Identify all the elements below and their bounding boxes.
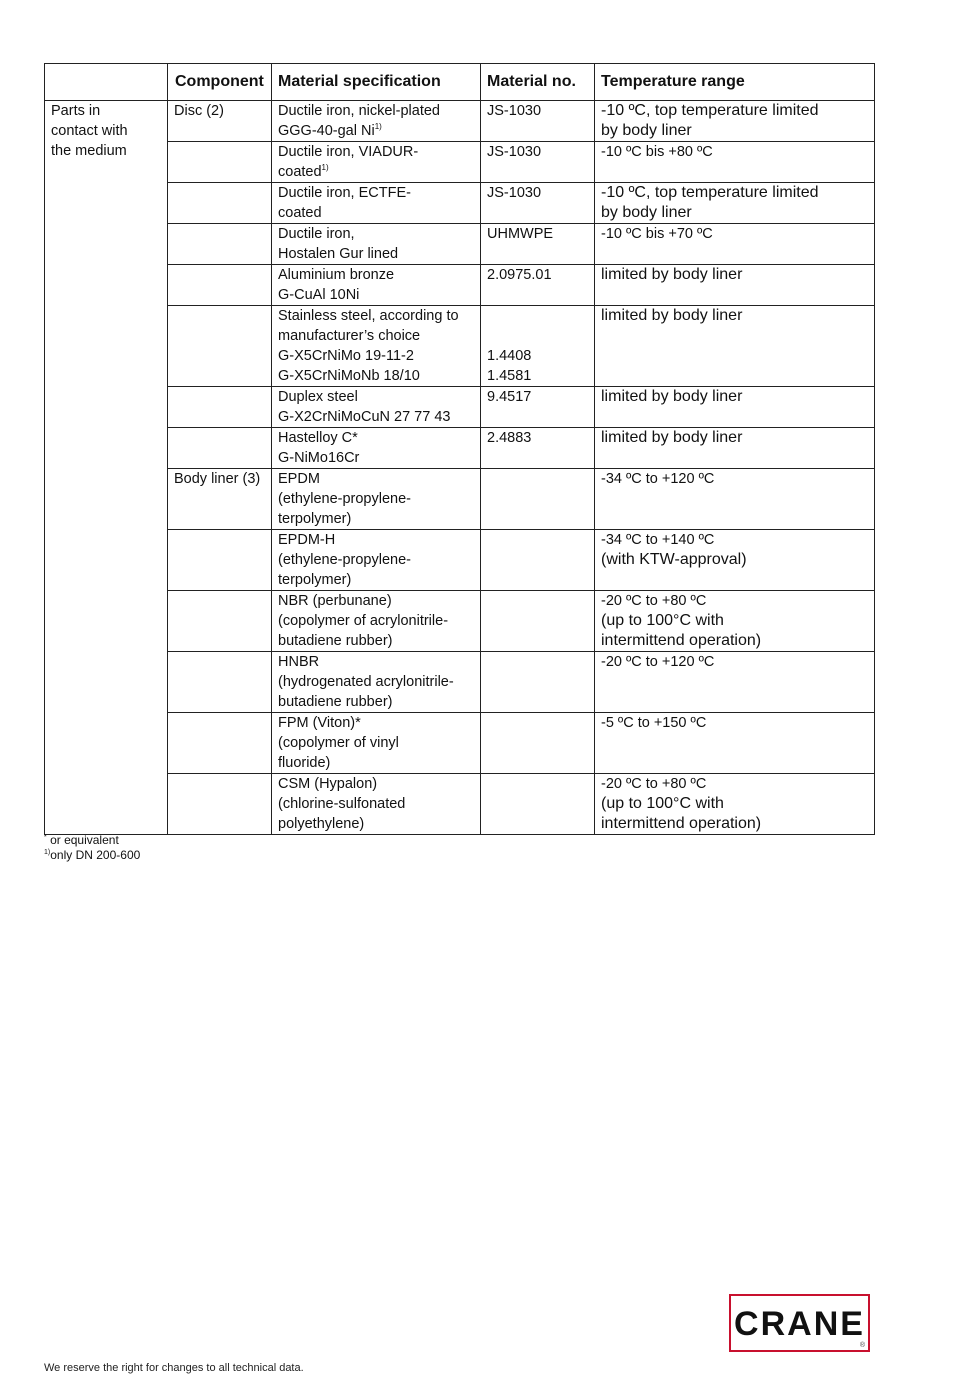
temperature-cell	[595, 774, 875, 835]
cell-line: by body liner	[601, 122, 692, 139]
cell-line: coated	[278, 205, 322, 221]
cell-line: FPM (Viton)*	[278, 715, 361, 731]
cell-line: fluoride)	[278, 755, 331, 771]
table-row	[45, 428, 875, 469]
table-row	[45, 591, 875, 652]
cell-line: (copolymer of vinyl	[278, 735, 399, 751]
cell-line: Hastelloy C*	[278, 430, 358, 446]
cell-line: NBR (perbunane)	[278, 593, 392, 609]
material-no-cell	[481, 101, 595, 142]
cell-line: Ductile iron, VIADUR-	[278, 144, 419, 160]
cell-line: -20 ºC to +120 ºC	[601, 654, 715, 670]
cell-line: JS-1030	[487, 185, 542, 201]
footnote-star-text: or equivalent	[46, 833, 119, 847]
header-material-no: Material no.	[481, 64, 595, 101]
table-row	[45, 306, 875, 387]
cell-line: -34 ºC to +120 ºC	[601, 471, 715, 487]
cell-line: -10 ºC bis +80 ºC	[601, 144, 713, 160]
table-row	[45, 713, 875, 774]
cell-line: (chlorine-sulfonated	[278, 796, 406, 812]
material-spec-cell	[272, 652, 481, 713]
temperature-cell	[595, 224, 875, 265]
material-no-cell	[481, 591, 595, 652]
material-no-cell	[481, 530, 595, 591]
material-spec-cell	[272, 387, 481, 428]
table-row	[45, 101, 875, 142]
footnote-one-text: only DN 200-600	[50, 848, 141, 862]
component-empty	[168, 142, 272, 183]
group-label-line: Parts in	[51, 103, 101, 119]
cell-line: -10 ºC bis +70 ºC	[601, 226, 713, 242]
temperature-cell	[595, 183, 875, 224]
header-empty	[45, 64, 168, 101]
material-no-cell	[481, 224, 595, 265]
component-empty	[168, 530, 272, 591]
table-row	[45, 142, 875, 183]
cell-line: -20 ºC to +80 ºC	[601, 593, 707, 609]
crane-logo	[729, 1294, 870, 1352]
table-row	[45, 652, 875, 713]
material-spec-cell	[272, 265, 481, 306]
cell-line: 1.4408	[487, 348, 532, 364]
cell-line: JS-1030	[487, 144, 542, 160]
table-row	[45, 469, 875, 530]
component-empty	[168, 224, 272, 265]
material-spec-cell	[272, 142, 481, 183]
cell-line: terpolymer)	[278, 572, 352, 588]
cell-line: EPDM-H	[278, 532, 336, 548]
table-row	[45, 530, 875, 591]
cell-line: Stainless steel, according to	[278, 308, 459, 324]
material-no-cell	[481, 306, 595, 387]
cell-line: limited by body liner	[601, 388, 743, 405]
cell-line: intermittend operation)	[601, 632, 762, 649]
cell-line: (ethylene-propylene-	[278, 491, 411, 507]
cell-line: (up to 100°C with	[601, 612, 724, 629]
component-empty	[168, 774, 272, 835]
cell-line: coated$^{1)}$	[278, 163, 329, 180]
cell-line: intermittend operation)	[601, 815, 762, 832]
component-label: Body liner (3)	[168, 469, 272, 530]
temperature-cell	[595, 469, 875, 530]
material-no-cell	[481, 142, 595, 183]
temperature-cell	[595, 142, 875, 183]
cell-line: G-CuAl 10Ni	[278, 287, 360, 303]
temperature-cell	[595, 591, 875, 652]
footnotes	[44, 833, 140, 863]
material-no-cell	[481, 713, 595, 774]
group-label-line: contact with	[51, 123, 128, 139]
cell-line: GGG-40-gal Ni$^{1)}$	[278, 122, 382, 139]
component-empty	[168, 387, 272, 428]
cell-line: (copolymer of acrylonitrile-	[278, 613, 449, 629]
cell-line: 2.4883	[487, 430, 532, 446]
cell-line: HNBR	[278, 654, 320, 670]
footnote-one	[44, 848, 140, 863]
cell-line: G-X5CrNiMoNb 18/10	[278, 368, 420, 384]
cell-line: Duplex steel	[278, 389, 358, 405]
cell-line: limited by body liner	[601, 266, 743, 283]
cell-line: 9.4517	[487, 389, 532, 405]
cell-line: limited by body liner	[601, 307, 743, 324]
material-no-cell	[481, 428, 595, 469]
group-label-line: the medium	[51, 143, 127, 159]
temperature-cell	[595, 652, 875, 713]
material-spec-cell	[272, 224, 481, 265]
material-spec-cell	[272, 306, 481, 387]
table-row	[45, 387, 875, 428]
cell-line: butadiene rubber)	[278, 694, 393, 710]
table-row	[45, 774, 875, 835]
header-temperature: Temperature range	[595, 64, 875, 101]
footnote-ref: 1)	[321, 163, 329, 173]
material-spec-cell	[272, 530, 481, 591]
cell-line: (up to 100°C with	[601, 795, 724, 812]
cell-line: Aluminium bronze	[278, 267, 395, 283]
cell-line	[487, 306, 590, 326]
table-header-row	[45, 64, 875, 101]
cell-line: limited by body liner	[601, 429, 743, 446]
cell-line: 1.4581	[487, 368, 532, 384]
cell-line: (with KTW-approval)	[601, 551, 747, 568]
material-spec-cell	[272, 591, 481, 652]
material-spec-cell	[272, 713, 481, 774]
cell-line: by body liner	[601, 204, 692, 221]
component-empty	[168, 652, 272, 713]
material-table	[44, 63, 875, 835]
material-spec-cell	[272, 183, 481, 224]
cell-line: -34 ºC to +140 ºC	[601, 532, 715, 548]
material-spec-cell	[272, 469, 481, 530]
logo-text: CRANE	[734, 1305, 865, 1343]
cell-line: UHMWPE	[487, 226, 554, 242]
material-no-cell	[481, 265, 595, 306]
component-empty	[168, 265, 272, 306]
cell-line: Ductile iron,	[278, 226, 355, 242]
component-empty	[168, 183, 272, 224]
cell-line: -5 ºC to +150 ºC	[601, 715, 707, 731]
cell-line: Ductile iron, nickel-plated	[278, 103, 440, 119]
component-empty	[168, 306, 272, 387]
cell-line: -20 ºC to +80 ºC	[601, 776, 707, 792]
component-empty	[168, 591, 272, 652]
footnote-star	[44, 833, 140, 848]
cell-line: G-X5CrNiMo 19-11-2	[278, 348, 414, 364]
temperature-cell	[595, 306, 875, 387]
cell-line: manufacturer’s choice	[278, 328, 421, 344]
temperature-cell	[595, 101, 875, 142]
temperature-cell	[595, 265, 875, 306]
cell-line: CSM (Hypalon)	[278, 776, 378, 792]
cell-line: Ductile iron, ECTFE-	[278, 185, 411, 201]
cell-line: JS-1030	[487, 103, 542, 119]
logo-registered-mark: ®	[859, 1342, 865, 1349]
cell-line: Hostalen Gur lined	[278, 246, 399, 262]
component-label: Disc (2)	[168, 101, 272, 142]
material-no-cell	[481, 387, 595, 428]
cell-line: G-X2CrNiMoCuN 27 77 43	[278, 409, 451, 425]
component-empty	[168, 428, 272, 469]
material-no-cell	[481, 183, 595, 224]
cell-line: (ethylene-propylene-	[278, 552, 411, 568]
group-label	[45, 101, 168, 835]
temperature-cell	[595, 713, 875, 774]
cell-line: (hydrogenated acrylonitrile-	[278, 674, 454, 690]
footnote-ref: 1)	[374, 122, 382, 132]
table-row	[45, 183, 875, 224]
disclaimer: We reserve the right for changes to all technical data.	[44, 1362, 304, 1374]
temperature-cell	[595, 387, 875, 428]
cell-line: -10 ºC, top temperature limited	[601, 102, 819, 119]
temperature-cell	[595, 428, 875, 469]
cell-line: terpolymer)	[278, 511, 352, 527]
cell-line: EPDM	[278, 471, 320, 487]
header-component: Component	[168, 64, 272, 101]
cell-line: -10 ºC, top temperature limited	[601, 184, 819, 201]
table-row	[45, 224, 875, 265]
material-spec-cell	[272, 428, 481, 469]
cell-line	[487, 326, 590, 346]
material-spec-cell	[272, 101, 481, 142]
material-no-cell	[481, 774, 595, 835]
material-no-cell	[481, 469, 595, 530]
cell-line: butadiene rubber)	[278, 633, 393, 649]
header-material-spec: Material specification	[272, 64, 481, 101]
cell-line: 2.0975.01	[487, 267, 552, 283]
material-no-cell	[481, 652, 595, 713]
material-spec-cell	[272, 774, 481, 835]
footnote-star-mark: *	[44, 834, 47, 841]
temperature-cell	[595, 530, 875, 591]
table-row	[45, 265, 875, 306]
footnote-one-mark: 1)	[44, 849, 51, 856]
cell-line: G-NiMo16Cr	[278, 450, 360, 466]
component-empty	[168, 713, 272, 774]
cell-line: polyethylene)	[278, 816, 365, 832]
